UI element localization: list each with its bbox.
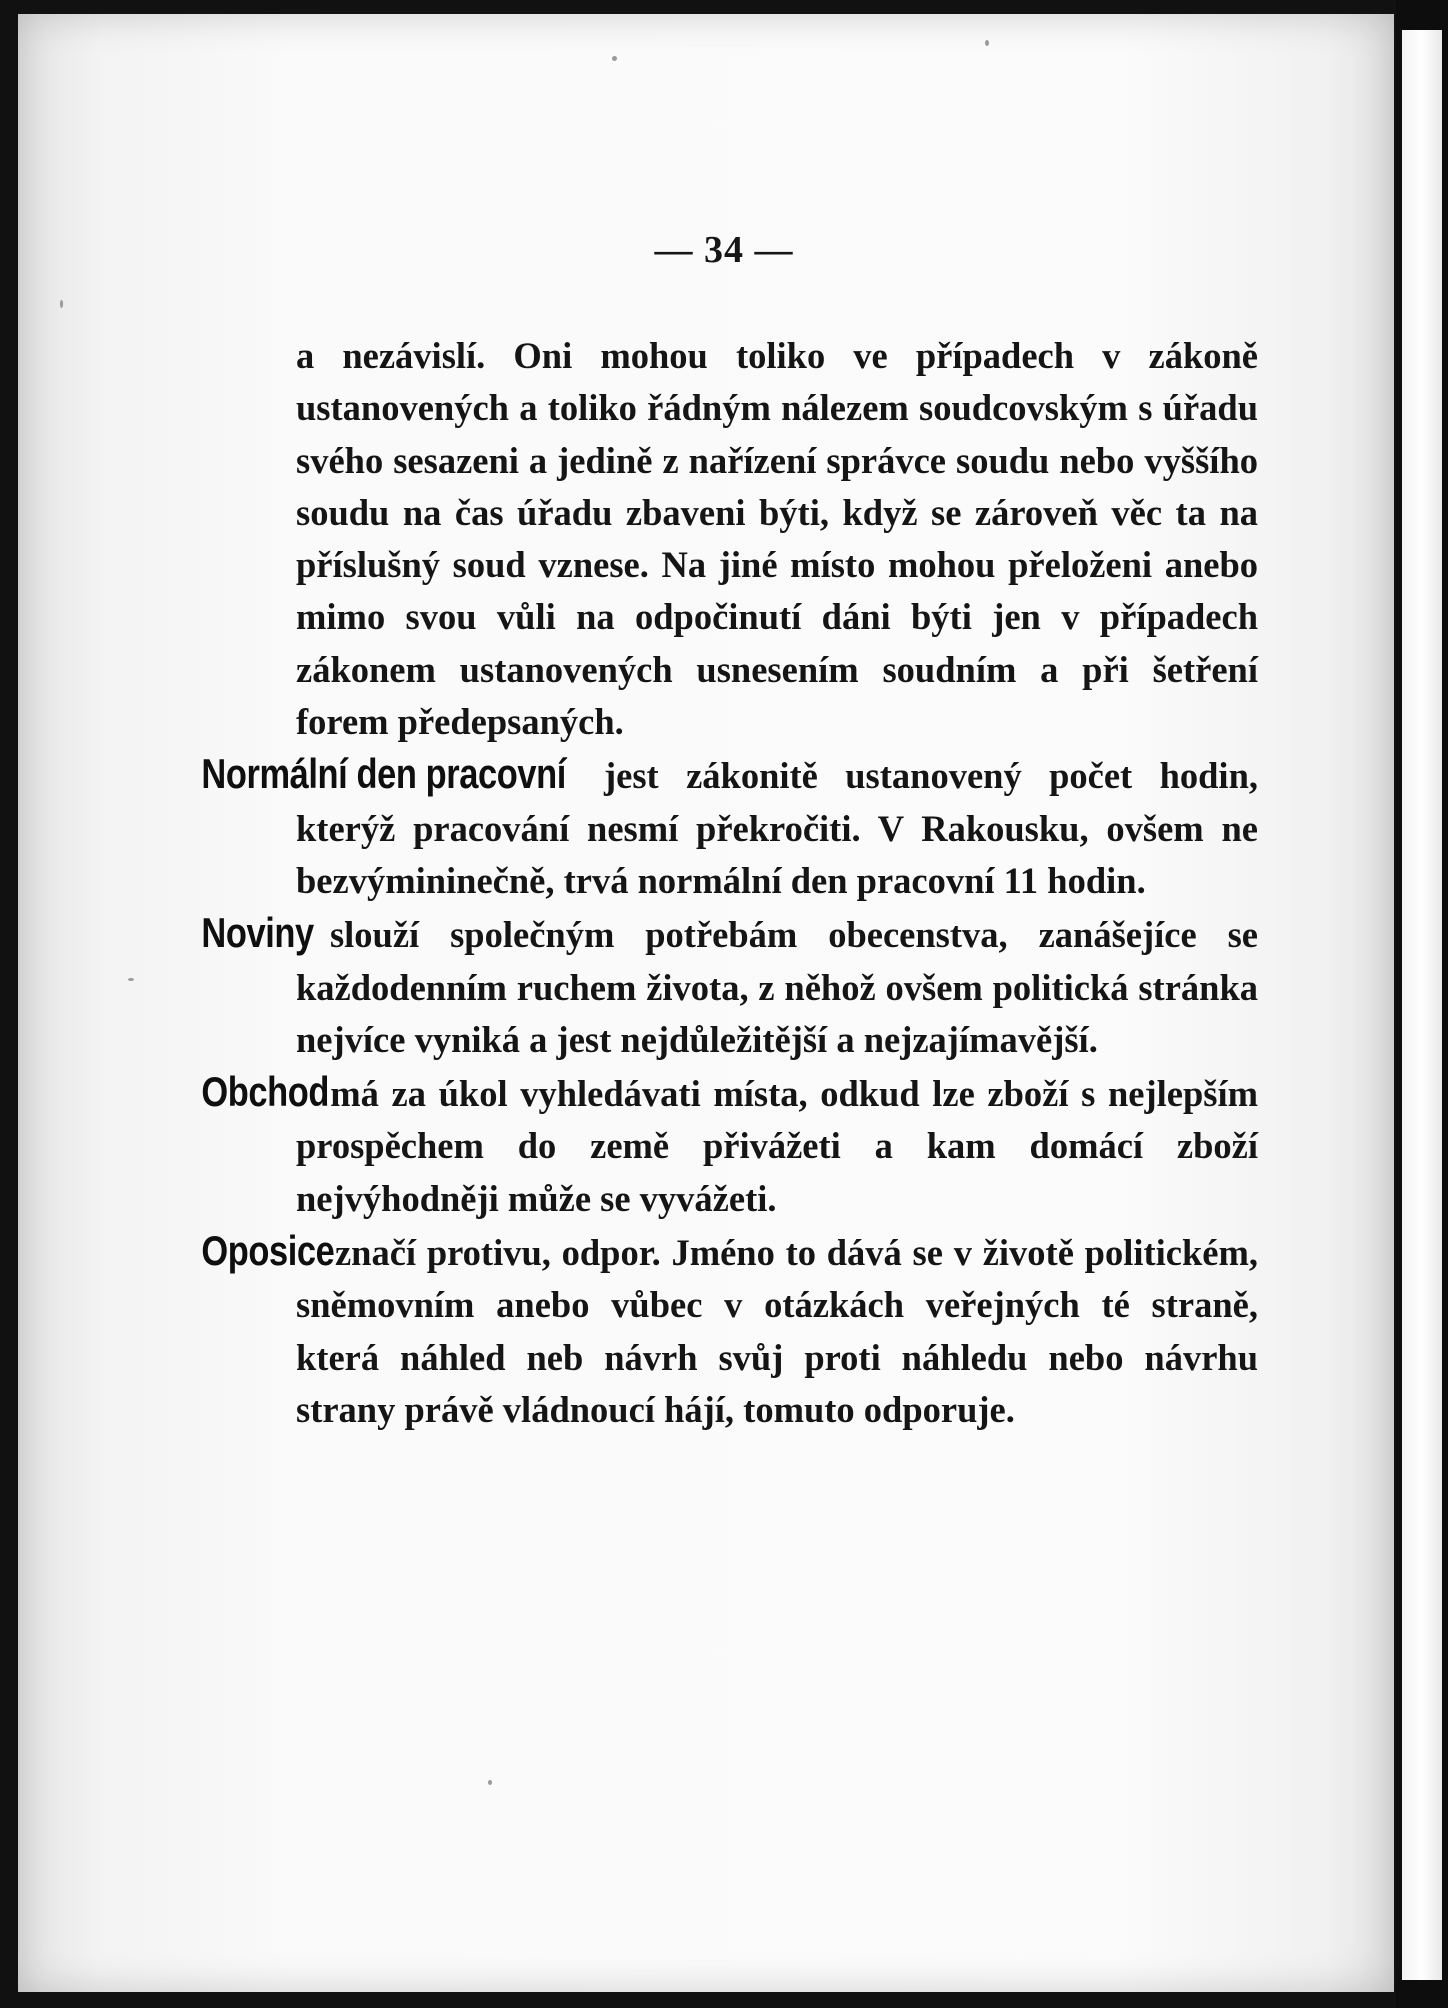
entry-term: Oposice — [201, 1227, 335, 1275]
entry-term: Noviny — [201, 909, 314, 957]
print-speck — [128, 978, 134, 981]
print-speck — [488, 1780, 492, 1785]
entry-definition: slouží společným potřebám obecenstva, zanášejíce se každodenním ruchem života, z něhož ovšem politická stránka nejvíce vyniká a jest nejdůležitější a nejzajímavější. — [296, 914, 1258, 1060]
print-speck — [612, 56, 617, 61]
glossary-entry-noviny — [201, 907, 1258, 1066]
entry-term: Normální den pracovní — [201, 750, 566, 798]
page-number: — 34 — — [654, 229, 794, 271]
glossary-entry-normalni-den-pracovni — [201, 748, 1258, 907]
next-page-edge — [1402, 30, 1442, 1980]
intro-paragraph: a nezávislí. Oni mohou toliko ve případech v zákoně ustanovených a toliko řádným nálezem soudcovským s úřadu svého sesazeni a jedině z nařízení správce soudu nebo vyššího soudu na čas úřadu zbaveni býti, když se zároveň věc ta na příslušný soud vznese. Na jiné místo mohou přeloženi anebo mimo svou vůli na odpočinutí dáni býti jen v případech zákonem ustanovených usnesením soudním a při šetření forem předepsaných. — [296, 335, 1258, 743]
entry-definition: značí protivu, odpor. Jméno to dává se v životě politickém, sněmovním anebo vůbec v otázkách veřejných té straně, která náhled neb návrh svůj proti náhledu nebo návrhu strany právě vládnoucí hájí, tomuto odporuje. — [296, 1232, 1258, 1430]
entry-term: Obchod — [201, 1068, 329, 1116]
entry-definition: jest zákonitě ustanovený počet hodin, kterýž pracování nesmí překročiti. V Rakousku, ovšem ne bezvýmininečně, trvá normální den pracovní 11 hodin. — [296, 755, 1258, 901]
glossary-entry-obchod — [201, 1066, 1259, 1225]
print-speck — [985, 40, 989, 46]
print-speck — [60, 300, 63, 308]
glossary-entry-oposice — [201, 1225, 1258, 1436]
page-text — [201, 330, 1259, 1436]
entry-definition: má za úkol vyhledávati místa, odkud lze zboží s nejlepším prospěchem do země přivážeti a kam domácí zboží nejvýhodněji může se vyvážeti. — [296, 1073, 1259, 1219]
